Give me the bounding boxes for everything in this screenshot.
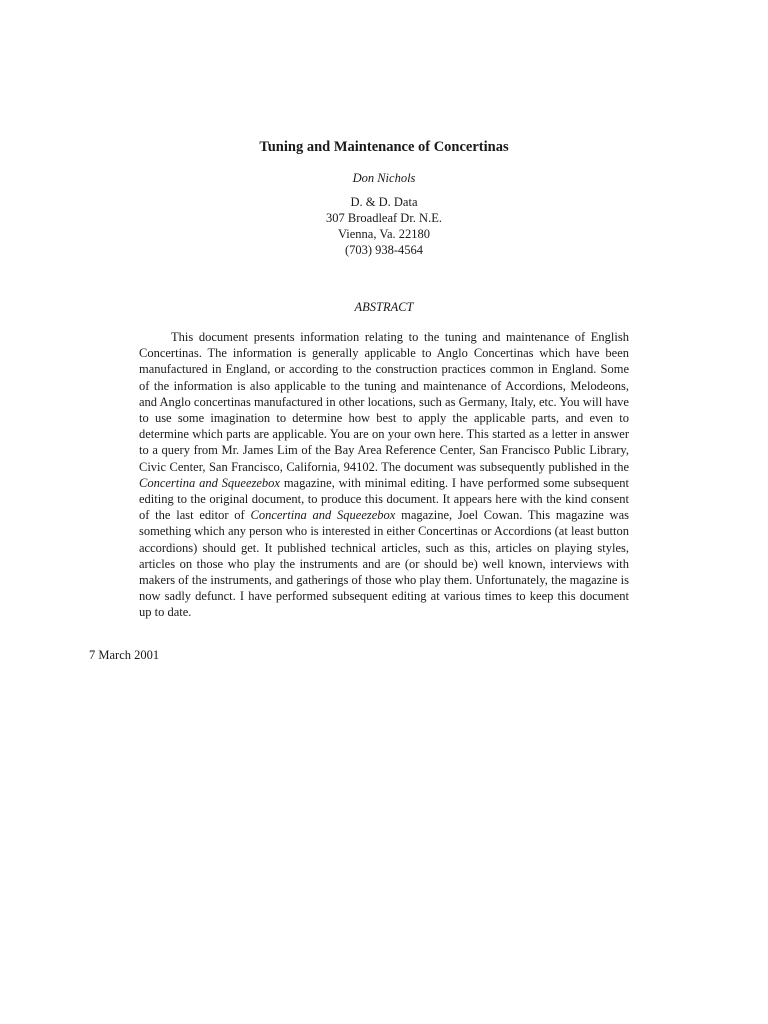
abstract-paragraph — [139, 329, 629, 621]
abstract-heading: ABSTRACT — [354, 300, 414, 314]
magazine-title-1: Concertina and Squeezebox — [139, 475, 280, 490]
abstract-body — [139, 329, 629, 621]
author-address — [0, 194, 768, 258]
document-date: 7 March 2001 — [89, 648, 160, 662]
author-name: Don Nichols — [352, 171, 416, 185]
magazine-title-2: Concertina and Squeezebox — [250, 508, 396, 523]
abstract-text-part-2: magazine, with minimal editing. I have performed some subsequent editing to the original document, to produce this document. It appears here with the kind consent of the last editor of — [139, 475, 629, 523]
address-phone: (703) 938-4564 — [344, 243, 424, 257]
address-street: 307 Broadleaf Dr. N.E. — [326, 211, 442, 225]
address-company: D. & D. Data — [350, 195, 418, 209]
address-city: Vienna, Va. 22180 — [337, 227, 431, 241]
document-title: Tuning and Maintenance of Concertinas — [259, 139, 509, 155]
abstract-text-part-3: magazine, Joel Cowan. This magazine was something which any person who is interested in either Concertinas or Accordions (at least button accordions) should get. It published technical articles, such as this, articles on playing styles, articles on those who play the instruments and are (or should be) well known, interviews with makers of the instruments, and gatherings of those who play them. Unfortunately, the magazine is now sadly defunct. I have performed subsequent editing at various times to keep this document up to date. — [139, 508, 629, 620]
abstract-text-part-1: This document presents information relating to the tuning and maintenance of English Concertinas. The information is generally applicable to Anglo Concertinas which have been manufactured in England, or according to the construction practices common in England. Some of the information is also applicable to the tuning and maintenance of Accordions, Melodeons, and Anglo concertinas manufactured in other locations, such as Germany, Italy, etc. You will have to use some imagination to determine how best to apply the applicable parts, and even to determine which parts are applicable. You are on your own here. This started as a letter in answer to a query from Mr. James Lim of the Bay Area Reference Center, San Francisco Public Library, Civic Center, San Francisco, California, 94102. The document was subsequently published in the — [139, 330, 629, 474]
